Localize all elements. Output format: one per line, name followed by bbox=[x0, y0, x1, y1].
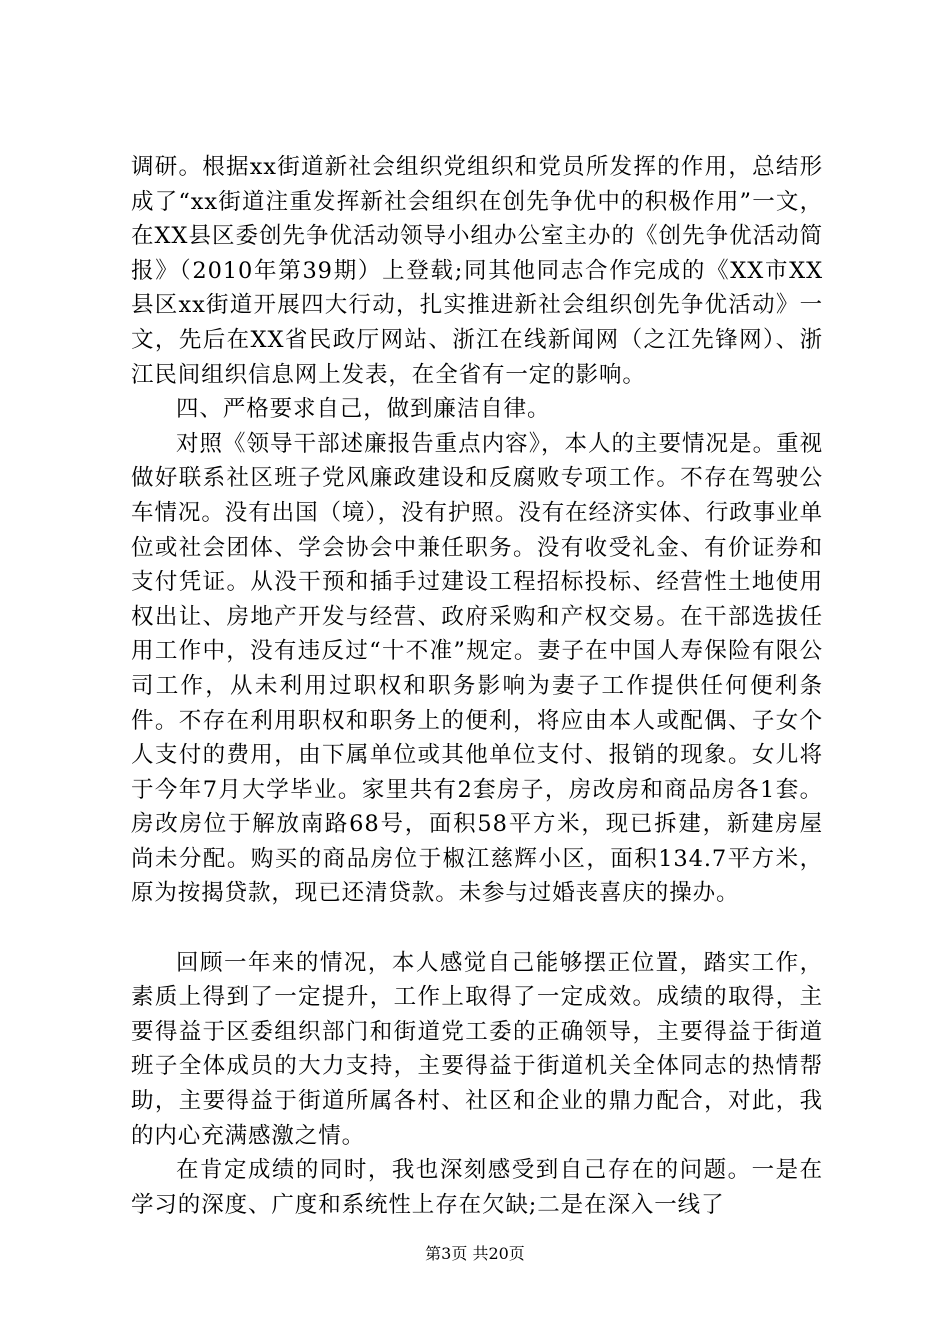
paragraph-integrity-report: 对照《领导干部述廉报告重点内容》，本人的主要情况是。重视做好联系社区班子党风廉政建设和反腐败专项工作。不存在驾驶公车情况。没有出国（境），没有护照。没有在经济实体、行政事业单位或社会团体、学会协会中兼任职务。没有收受礼金、有价证券和支付凭证。从没干预和插手过建设工程招标投标、经营性土地使用权出让、房地产开发与经营、政府采购和产权交易。在干部选拔任用工作中，没有违反过“十不准”规定。妻子在中国人寿保险有限公司工作，从未利用过职权和职务影响为妻子工作提供任何便利条件。不存在利用职权和职务上的便利，将应由本人或配偶、子女个人支付的费用，由下属单位或其他单位支付、报销的现象。女儿将于今年7月大学毕业。家里共有2套房子，房改房和商品房各1套。房改房位于解放南路68号，面积58平方米，现已拆建，新建房屋尚未分配。购买的商品房位于椒江慈辉小区，面积134.7平方米，原为按揭贷款，现已还清贷款。未参与过婚丧喜庆的操办。 bbox=[131, 430, 823, 907]
page-number-indicator: 第3页 共20页 bbox=[425, 1244, 525, 1263]
section-heading-integrity: 四、严格要求自己，做到廉洁自律。 bbox=[176, 396, 551, 423]
paragraph-research-summary: 调研。根据xx街道新社会组织党组织和党员所发挥的作用，总结形成了“xx街道注重发挥新社会组织在创先争优中的积极作用”一文，在XX县区委创先争优活动领导小组办公室主办的《创先争优活动简报》（2010年第39期）上登载;同其他同志合作完成的《XX市XX县区xx街道开展四大行动，扎实推进新社会组织创先争优活动》一文，先后在XX省民政厅网站、浙江在线新闻网（之江先锋网）、浙江民间组织信息网上发表，在全省有一定的影响。 bbox=[131, 154, 823, 388]
page-footer bbox=[0, 1244, 950, 1264]
paragraph-problems: 在肯定成绩的同时，我也深刻感受到自己存在的问题。一是在学习的深度、广度和系统性上存在欠缺;二是在深入一线了 bbox=[131, 1157, 823, 1218]
paragraph-year-review: 回顾一年来的情况，本人感觉自己能够摆正位置，踏实工作，素质上得到了一定提升，工作上取得了一定成效。成绩的取得，主要得益于区委组织部门和街道党工委的正确领导，主要得益于街道班子全体成员的大力支持，主要得益于街道机关全体同志的热情帮助，主要得益于街道所属各村、社区和企业的鼎力配合，对此，我的内心充满感激之情。 bbox=[131, 949, 823, 1149]
document-body bbox=[131, 150, 823, 1222]
